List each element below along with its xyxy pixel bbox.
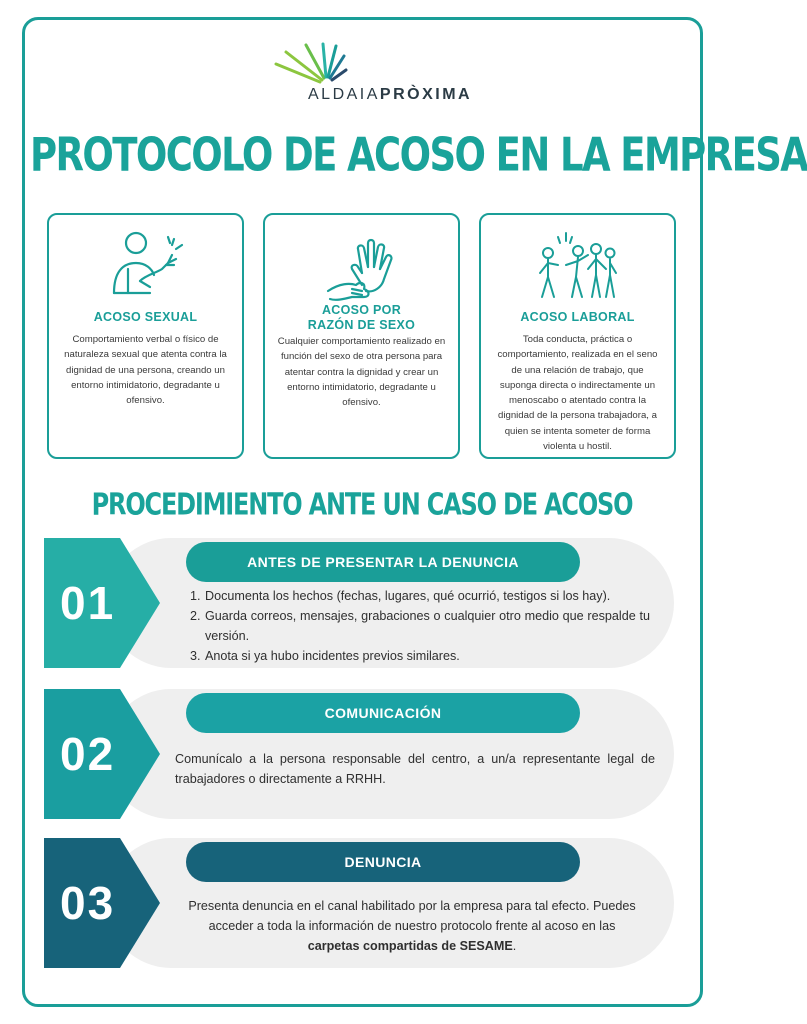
list-item: 1. Documenta los hechos (fechas, lugares, qué ocurrió, testigos si los hay). — [190, 589, 611, 603]
step-heading: DENUNCIA — [186, 842, 580, 882]
card-title: ACOSO POR RAZÓN DE SEXO — [307, 303, 416, 332]
step-heading: COMUNICACIÓN — [186, 693, 580, 733]
card-title: ACOSO SEXUAL — [93, 310, 198, 324]
step-heading: ANTES DE PRESENTAR LA DENUNCIA — [186, 542, 580, 582]
card-acoso-razon-sexo — [263, 213, 460, 459]
step-01 — [44, 538, 674, 668]
step-03 — [44, 838, 674, 968]
step-list — [190, 586, 650, 666]
list-item: 3. Anota si ya hubo incidentes previos similares. — [190, 649, 460, 663]
grabbed-hand-icon — [265, 229, 458, 307]
sesame-folders-text: carpetas compartidas de SESAME — [307, 939, 513, 953]
page-title: PROTOCOLO DE ACOSO EN LA EMPRESA — [30, 128, 807, 182]
logo-text-part1: ALDAIA — [308, 86, 380, 103]
step-body — [190, 586, 650, 666]
card-text: Cualquier comportamiento realizado en función del sexo de otra persona para atentar contra la dignidad y crear un entorno intimidatorio, degradante u ofensivo. — [277, 336, 446, 409]
step-number: 01 — [60, 577, 116, 629]
card-text: Comportamiento verbal o físico de naturaleza sexual que atenta contra la dignidad de una persona, creando un entorno intimidatorio, degradante u ofensivo. — [64, 334, 227, 407]
workplace-conflict-icon — [481, 229, 674, 307]
section-title: PROCEDIMIENTO ANTE UN CASO DE ACOSO — [91, 487, 633, 522]
logo — [272, 42, 473, 112]
step-body: Comunícalo a la persona responsable del centro, a un/a representante legal de trabajadores o directamente a RRHH. — [175, 752, 655, 786]
logo-text-part2: PRÒXIMA — [379, 86, 473, 103]
card-text: Toda conducta, práctica o comportamiento, realizada en el seno de una relación de trabajo, que suponga directa o indirectamente un menoscabo o atentado contra la dignidad de la persona trabajadora, a quien se intenta someter de forma violenta u hostil. — [497, 334, 658, 453]
step-02 — [44, 689, 674, 819]
harassed-person-icon — [49, 229, 242, 307]
step-number: 02 — [60, 728, 116, 780]
sunburst-logo-icon — [272, 42, 462, 86]
logo-wordmark — [308, 86, 472, 104]
step-body: Presenta denuncia en el canal habilitado por la empresa para tal efecto. Puedes acceder a toda la información de nuestro protocolo frente al acoso en las carpetas compartidas de SESAME. — [188, 899, 636, 953]
card-title: ACOSO LABORAL — [520, 310, 635, 324]
card-acoso-laboral — [479, 213, 676, 459]
card-acoso-sexual — [47, 213, 244, 459]
list-item: 2. Guarda correos, mensajes, grabaciones o cualquier otro medio que respalde tu versión. — [190, 609, 650, 643]
step-number: 03 — [60, 877, 116, 929]
